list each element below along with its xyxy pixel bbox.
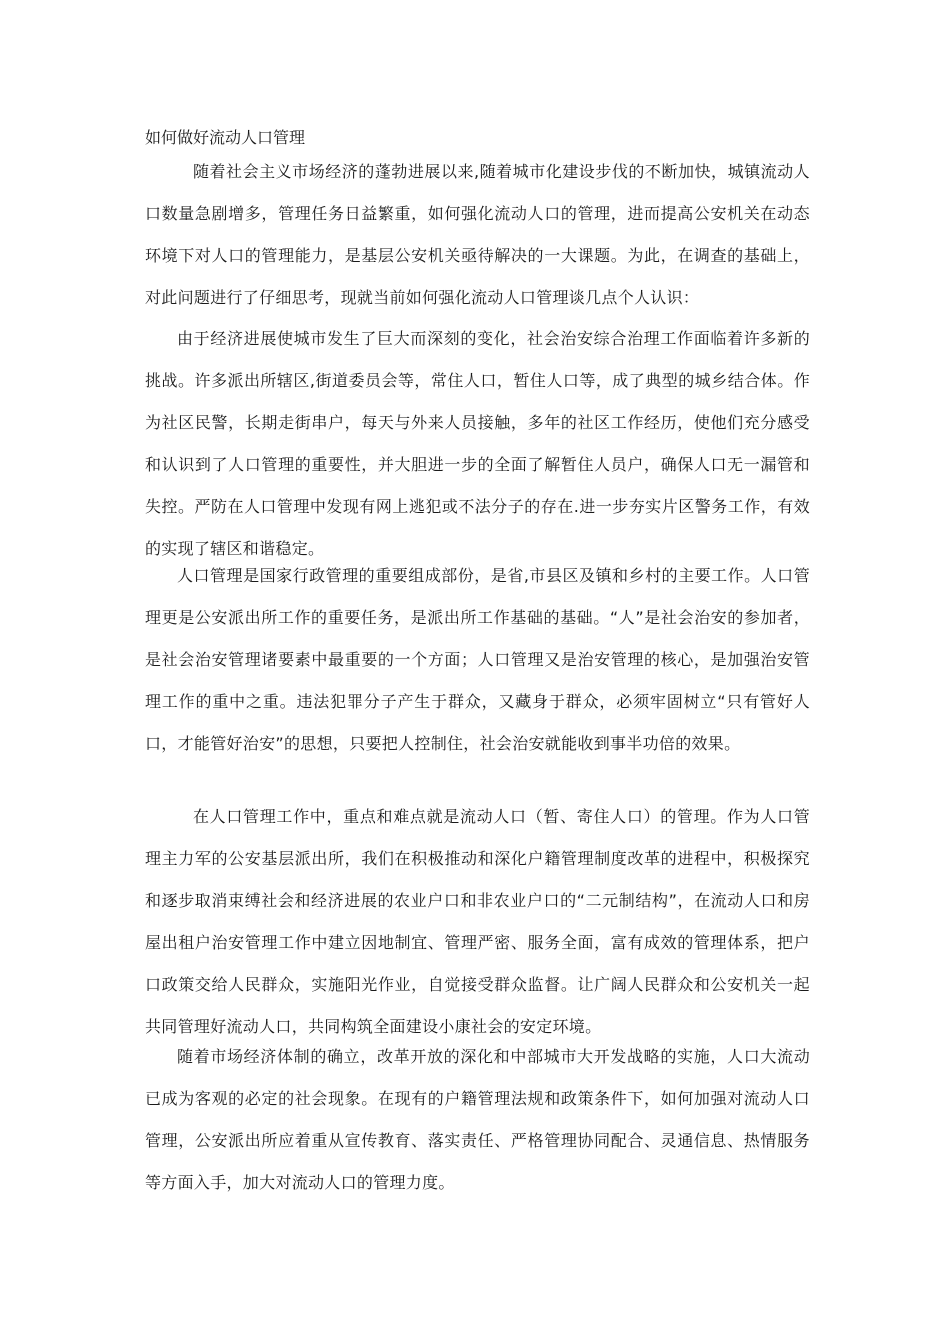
- paragraph-3: 人口管理是国家行政管理的重要组成部份，是省,市县区及镇和乡村的主要工作。人口管理更是公安派出所工作的重要任务，是派出所工作基础的基础。“人”是社会治安的参加者，是社会治安管理诸要素中最重要的一个方面；人口管理又是治安管理的核心，是加强治安管理工作的重中之重。违法犯罪分子产生于群众，又藏身于群众，必须牢固树立“只有管好人口，才能管好治安”的思想，只要把人控制住，社会治安就能收到事半功倍的效果。: [145, 566, 810, 753]
- paragraph-1: 随着社会主义市场经济的蓬勃进展以来,随着城市化建设步伐的不断加快，城镇流动人口数量急剧增多，管理任务日益繁重，如何强化流动人口的管理，进而提高公安机关在动态环境下对人口的管理能力，是基层公安机关亟待解决的一大课题。为此，在调查的基础上，对此问题进行了仔细思考，现就当前如何强化流动人口管理谈几点个人认识：: [145, 162, 810, 307]
- paragraph-5: 随着市场经济体制的确立，改革开放的深化和中部城市大开发战略的实施，人口大流动已成为客观的必定的社会现象。在现有的户籍管理法规和政策条件下，如何加强对流动人口管理，公安派出所应着重从宣传教育、落实责任、严格管理协同配合、灵通信息、热情服务等方面入手，加大对流动人口的管理力度。: [145, 1047, 810, 1192]
- document-title: 如何做好流动人口管理: [145, 128, 306, 147]
- paragraph-4: 在人口管理工作中，重点和难点就是流动人口（暂、寄住人口）的管理。作为人口管理主力军的公安基层派出所，我们在积极推动和深化户籍管理制度改革的进程中，积极探究和逐步取消束缚社会和经济进展的农业户口和非农业户口的“二元制结构”，在流动人口和房屋出租户治安管理工作中建立因地制宜、管理严密、服务全面，富有成效的管理体系，把户口政策交给人民群众，实施阳光作业，自觉接受群众监督。让广阔人民群众和公安机关一起共同管理好流动人口，共同构筑全面建设小康社会的安定环境。: [145, 807, 810, 1036]
- paragraph-2: 由于经济进展使城市发生了巨大而深刻的变化，社会治安综合治理工作面临着许多新的挑战。许多派出所辖区,街道委员会等，常住人口，暂住人口等，成了典型的城乡结合体。作为社区民警，长期走街串户，每天与外来人员接触，多年的社区工作经历，使他们充分感受和认识到了人口管理的重要性，并大胆进一步的全面了解暂住人员户，确保人口无一漏管和失控。严防在人口管理中发现有网上逃犯或不法分子的存在.进一步夯实片区警务工作，有效的实现了辖区和谐稳定。: [145, 329, 810, 558]
